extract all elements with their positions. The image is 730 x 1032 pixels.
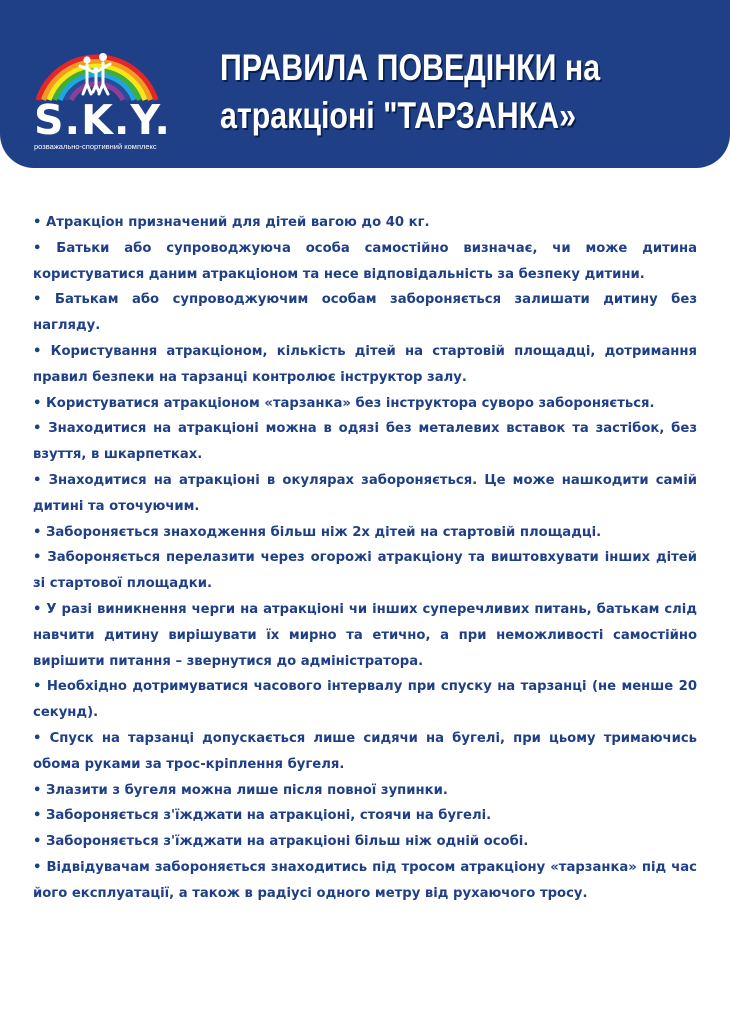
figure-head (83, 56, 90, 63)
rule-item: • Знаходитися на атракціоні можна в одязі без металевих вставок та застібок, без взуття, в шкарпетках. (33, 416, 697, 468)
rules-list (33, 210, 697, 907)
rainbow-family-icon (30, 22, 165, 102)
page-title (220, 44, 646, 140)
rule-item: • Користуватися атракціоном «тарзанка» без інструктора суворо забороняється. (33, 391, 697, 417)
rule-item: • Забороняється перелазити через огорожі атракціону та виштовхувати інших дітей зі стартової площадки. (33, 545, 697, 597)
logo-name: S.K.Y. (34, 96, 171, 144)
rule-item: • Забороняється знаходження більш ніж 2х дітей на стартовій площадці. (33, 520, 697, 546)
title-line-2: атракціоні "ТАРЗАНКА» (220, 95, 577, 136)
logo (30, 22, 171, 157)
rule-item: • Забороняється з'їжджати на атракціоні більш ніж одній особі. (33, 829, 697, 855)
rule-item: • Необхідно дотримуватися часового інтервалу при спуску на тарзанці (не менше 20 секунд). (33, 674, 697, 726)
rule-item: • Батькам або супроводжуючим особам забороняється залишати дитину без нагляду. (33, 287, 697, 339)
rule-item: • Забороняється з'їжджати на атракціоні, стоячи на бугелі. (33, 803, 697, 829)
rule-item: • У разі виникнення черги на атракціоні чи інших суперечливих питань, батькам слід навчити дитину вирішувати їх мирно та етично, а при неможливості самостійно вирішити питання – звернутися до адміністратора. (33, 597, 697, 674)
rule-item: • Відвідувачам забороняється знаходитись під тросом атракціону «тарзанка» під час його експлуатації, а також в радіусі одного метру від рухаючого тросу. (33, 855, 697, 907)
rule-item: • Батьки або супроводжуюча особа самостійно визначає, чи може дитина користуватися даним атракціоном та несе відповідальність за безпеку дитини. (33, 236, 697, 288)
rule-item: • Користування атракціоном, кількість дітей на стартовій площадці, дотримання правил безпеки на тарзанці контролює інструктор залу. (33, 339, 697, 391)
rule-item: • Злазити з бугеля можна лише після повної зупинки. (33, 778, 697, 804)
rule-item: • Спуск на тарзанці допускається лише сидячи на бугелі, при цьому тримаючись обома руками за трос-кріплення бугеля. (33, 726, 697, 778)
header-banner (0, 0, 730, 168)
rule-item: • Атракціон призначений для дітей вагою до 40 кг. (33, 210, 697, 236)
title-line-1: ПРАВИЛА ПОВЕДІНКИ на (220, 47, 601, 88)
logo-subtitle: розважально-спортивний комплекс (34, 142, 157, 151)
rule-item: • Знаходитися на атракціоні в окулярах забороняється. Це може нашкодити самій дитині та оточуючим. (33, 468, 697, 520)
figure-head (99, 53, 107, 61)
